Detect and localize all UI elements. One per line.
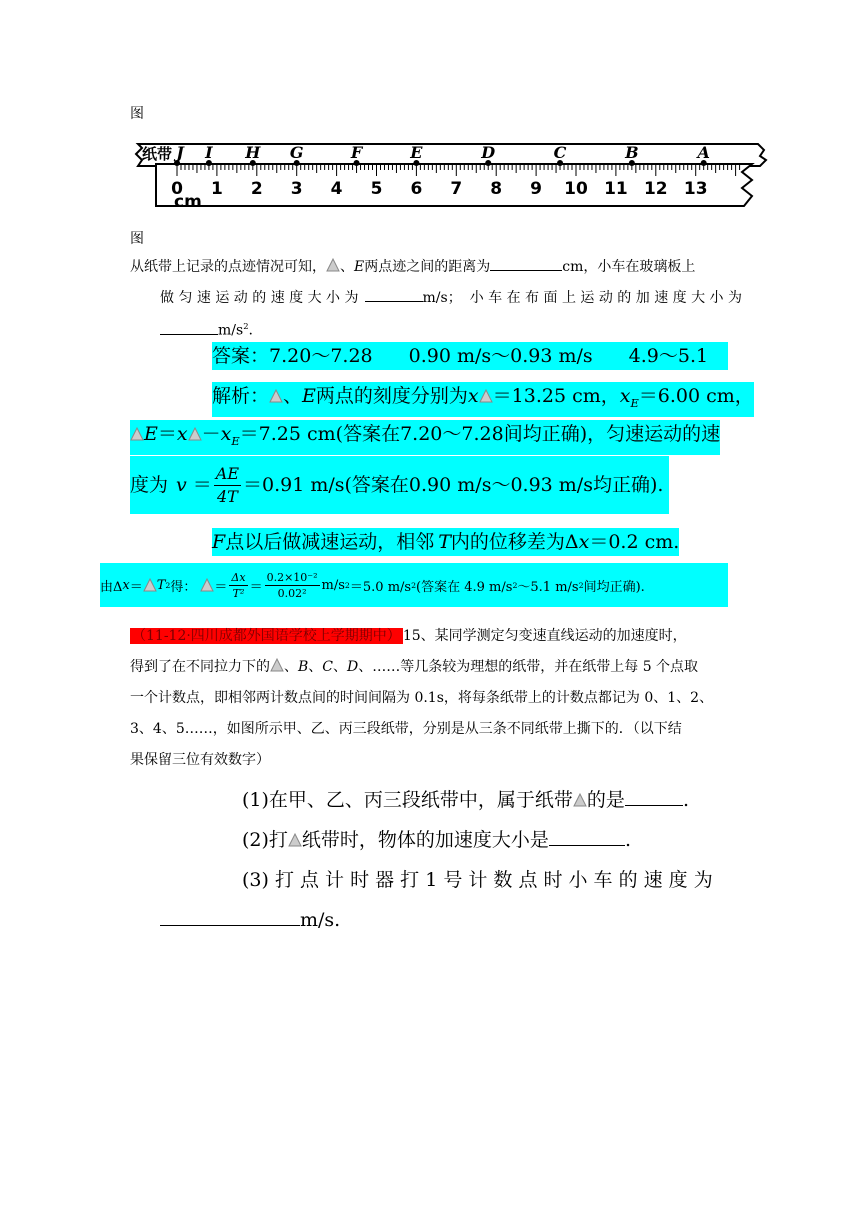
point-F: F bbox=[212, 531, 226, 553]
analysis-text: ＝ bbox=[129, 579, 143, 595]
superscript: 2 bbox=[243, 321, 249, 331]
analysis-text: ＝0.91 m/s(答案在0.90 m/s～0.93 m/s均正确). bbox=[243, 474, 664, 496]
question-text: . bbox=[248, 322, 253, 339]
analysis-text: 得： bbox=[170, 579, 197, 595]
problem-text: 、 bbox=[308, 659, 323, 675]
problem-text: (1)在甲、乙、丙三段纸带中，属于纸带 bbox=[242, 789, 573, 811]
ruler-tick-label: 6 bbox=[410, 179, 423, 199]
sub-question-3 bbox=[242, 866, 728, 894]
point-E: E bbox=[144, 423, 158, 445]
analysis-text: ＝6.00 cm， bbox=[638, 385, 754, 407]
question-lead: 从纸带上记录的点迹情况可知， bbox=[130, 259, 326, 275]
analysis-text: 两点的刻度分别为 bbox=[315, 385, 468, 407]
ruler-tick-label: 0 bbox=[171, 179, 183, 199]
var-x: x bbox=[578, 531, 590, 553]
question-line-3 bbox=[160, 316, 253, 341]
fraction bbox=[229, 570, 247, 601]
analysis-label: 解析： bbox=[212, 385, 270, 407]
question-text: cm，小车在玻璃板上 bbox=[562, 259, 696, 275]
question-text: m/s； bbox=[422, 290, 462, 306]
fraction bbox=[214, 463, 241, 508]
ruler-tick-label: 1 bbox=[210, 179, 223, 199]
var-x: x bbox=[467, 385, 479, 407]
answer-blank[interactable] bbox=[490, 256, 562, 271]
answer-label: 答案： bbox=[212, 345, 270, 367]
answer-blank[interactable] bbox=[625, 787, 683, 806]
tape-point-label: E bbox=[410, 143, 423, 162]
analysis-text: ＝ bbox=[249, 579, 263, 595]
analysis-line-1 bbox=[212, 382, 754, 417]
analysis-text: 度为 bbox=[130, 474, 169, 496]
answer-blank[interactable] bbox=[549, 827, 625, 846]
tape-point-label: C bbox=[553, 143, 567, 162]
superscript: 2 bbox=[578, 580, 584, 590]
fraction-numerator: Δx bbox=[231, 570, 246, 584]
ruler-figure bbox=[130, 136, 772, 214]
analysis-text: ～5.1 m/s bbox=[517, 579, 579, 595]
placeholder-icon bbox=[269, 389, 283, 403]
ruler-tick-label: 12 bbox=[643, 179, 668, 199]
question-text: 两点迹之间的距离为 bbox=[364, 259, 491, 275]
placeholder-icon bbox=[288, 833, 302, 847]
fraction-denominator: 0.02² bbox=[277, 586, 307, 600]
problem-text: 、 bbox=[284, 659, 298, 675]
answer-line bbox=[212, 342, 728, 370]
answer-blank[interactable] bbox=[365, 287, 423, 302]
problem-text: . bbox=[624, 829, 631, 851]
analysis-text: 由Δ bbox=[100, 579, 123, 595]
var-T: T bbox=[438, 531, 451, 553]
tape-point-label: H bbox=[245, 143, 261, 162]
problem-text: (2)打 bbox=[242, 829, 288, 851]
problem-text: 纸带时，物体的加速度大小是 bbox=[301, 829, 549, 851]
superscript: 2 bbox=[165, 580, 171, 590]
ruler-tick-label: 7 bbox=[450, 179, 463, 199]
ruler-tick-label: 11 bbox=[604, 179, 628, 199]
sub-question-1 bbox=[242, 786, 689, 814]
ruler-tick-label: 9 bbox=[530, 179, 543, 199]
problem-text: . bbox=[682, 789, 689, 811]
fraction bbox=[265, 570, 320, 601]
var-x: x bbox=[176, 423, 188, 445]
fraction-denominator: T² bbox=[232, 586, 245, 600]
var-x: x bbox=[122, 577, 130, 593]
point-E: E bbox=[354, 259, 365, 275]
analysis-text: ＝ bbox=[157, 423, 177, 445]
fraction-numerator: AE bbox=[214, 463, 241, 486]
problem15-line-5: 果保留三位有效数字） bbox=[130, 752, 270, 768]
analysis-line-4 bbox=[212, 528, 679, 556]
var-x: x bbox=[619, 385, 631, 407]
placeholder-icon bbox=[188, 427, 202, 441]
tape-point-label: G bbox=[289, 143, 304, 162]
analysis-text: ＝0.2 cm. bbox=[589, 531, 680, 553]
ruler-tick-label: 13 bbox=[683, 179, 708, 199]
problem-text: m/s. bbox=[300, 909, 341, 931]
ruler-tick-label: 2 bbox=[250, 179, 263, 199]
problem-text: 15、某同学测定匀变速直线运动的加速度时， bbox=[402, 628, 687, 644]
question-text: 小 车 在 布 面 上 运 动 的 加 速 度 大 小 为 bbox=[469, 290, 743, 306]
analysis-text: 内的位移差为Δ bbox=[450, 531, 579, 553]
problem15-line-3: 一个计数点，即相邻两计数点间的时间间隔为 0.1s，将每条纸带上的计数点都记为 0、1、2、 bbox=[130, 690, 714, 706]
fraction-denominator: 4T bbox=[216, 486, 238, 506]
placeholder-icon bbox=[270, 658, 284, 672]
answer-blank[interactable] bbox=[160, 320, 218, 335]
tape-point-label: J bbox=[176, 143, 184, 162]
tape-point-label: F bbox=[350, 143, 363, 162]
point-D: D bbox=[347, 659, 359, 675]
fraction-numerator: 0.2×10⁻² bbox=[266, 570, 318, 584]
placeholder-icon bbox=[479, 389, 493, 403]
ruler-tick-label: 3 bbox=[290, 179, 303, 199]
placeholder-icon bbox=[326, 258, 340, 272]
problem-text: 、 bbox=[333, 659, 348, 675]
problem-text: 得到了在不同拉力下的 bbox=[130, 659, 270, 675]
problem15-line-2 bbox=[130, 657, 698, 677]
ruler-tick-label: 8 bbox=[490, 179, 503, 199]
figure-label: 图 bbox=[130, 106, 144, 122]
question-text: m/s bbox=[218, 322, 244, 339]
figure-label: 图 bbox=[130, 231, 144, 247]
var-T: T bbox=[156, 577, 166, 593]
sep: 、 bbox=[283, 385, 303, 407]
placeholder-icon bbox=[200, 578, 214, 592]
ruler-tick-label: 10 bbox=[564, 179, 588, 199]
ruler-diagram bbox=[130, 136, 772, 214]
answer-value-3: 4.9～5.1 bbox=[628, 345, 709, 367]
ruler-tick-label: 5 bbox=[370, 179, 383, 199]
analysis-text: m/s bbox=[321, 577, 345, 593]
analysis-text: － bbox=[201, 423, 221, 445]
tape-point-label: B bbox=[625, 143, 639, 162]
paper-tape bbox=[136, 144, 766, 166]
ruler-tick-label: 4 bbox=[330, 179, 343, 199]
analysis-text: ＝7.25 cm(答案在7.20～7.28间均正确)，匀速运动的速 bbox=[239, 423, 721, 445]
analysis-text: ＝13.25 cm， bbox=[492, 385, 620, 407]
superscript: 2 bbox=[344, 580, 350, 590]
problem-text: 的是 bbox=[586, 789, 625, 811]
answer-value-1: 7.20～7.28 bbox=[269, 345, 373, 367]
analysis-text: ＝ bbox=[192, 474, 212, 496]
analysis-text: 点以后做减速运动，相邻 bbox=[225, 531, 435, 553]
sub-question-3-answer bbox=[160, 906, 340, 934]
tape-point-label: I bbox=[205, 143, 213, 162]
source-tag: （11-12·四川成都外国语学校上学期期中） bbox=[132, 628, 401, 644]
analysis-line-3 bbox=[130, 456, 669, 514]
subscript-E: E bbox=[231, 433, 240, 448]
problem-text: (3) 打 点 计 时 器 打 1 号 计 数 点 时 小 车 的 速 度 为 bbox=[242, 869, 713, 891]
analysis-text: ＝5.0 m/s bbox=[349, 579, 412, 595]
tape-point-label: A bbox=[697, 143, 710, 162]
analysis-text: (答案在 4.9 m/s bbox=[416, 579, 513, 595]
sep: 、 bbox=[340, 259, 354, 275]
var-v: v bbox=[176, 474, 187, 496]
point-C: C bbox=[322, 659, 334, 675]
tape-label: 纸带 bbox=[142, 145, 173, 163]
sub-question-2 bbox=[242, 826, 631, 854]
answer-blank[interactable] bbox=[160, 907, 300, 926]
point-E: E bbox=[302, 385, 316, 407]
question-line-1 bbox=[130, 256, 750, 277]
superscript: 2 bbox=[411, 580, 417, 590]
unit-label: cm bbox=[174, 192, 202, 212]
problem-text: 、……等几条较为理想的纸带，并在纸带上每 5 个点取 bbox=[358, 659, 699, 675]
placeholder-icon bbox=[573, 793, 587, 807]
analysis-text: 间均正确). bbox=[583, 579, 645, 595]
problem15-line-1 bbox=[130, 626, 687, 646]
var-x: x bbox=[220, 423, 232, 445]
placeholder-icon bbox=[143, 578, 157, 592]
problem15-line-4: 3、4、5……，如图所示甲、乙、丙三段纸带，分别是从三条不同纸带上撕下的．（以下结 bbox=[130, 721, 682, 737]
superscript: 2 bbox=[512, 580, 518, 590]
question-text: 做 匀 速 运 动 的 速 度 大 小 为 bbox=[160, 290, 359, 306]
analysis-line-2 bbox=[130, 420, 720, 455]
placeholder-icon bbox=[130, 427, 144, 441]
answer-value-2: 0.90 m/s～0.93 m/s bbox=[408, 345, 593, 367]
point-B: B bbox=[298, 659, 309, 675]
analysis-line-5 bbox=[100, 563, 728, 607]
analysis-text: ＝ bbox=[214, 579, 228, 595]
tape-point-label: D bbox=[481, 143, 496, 162]
question-line-2 bbox=[160, 287, 750, 308]
subscript-E: E bbox=[630, 395, 639, 410]
